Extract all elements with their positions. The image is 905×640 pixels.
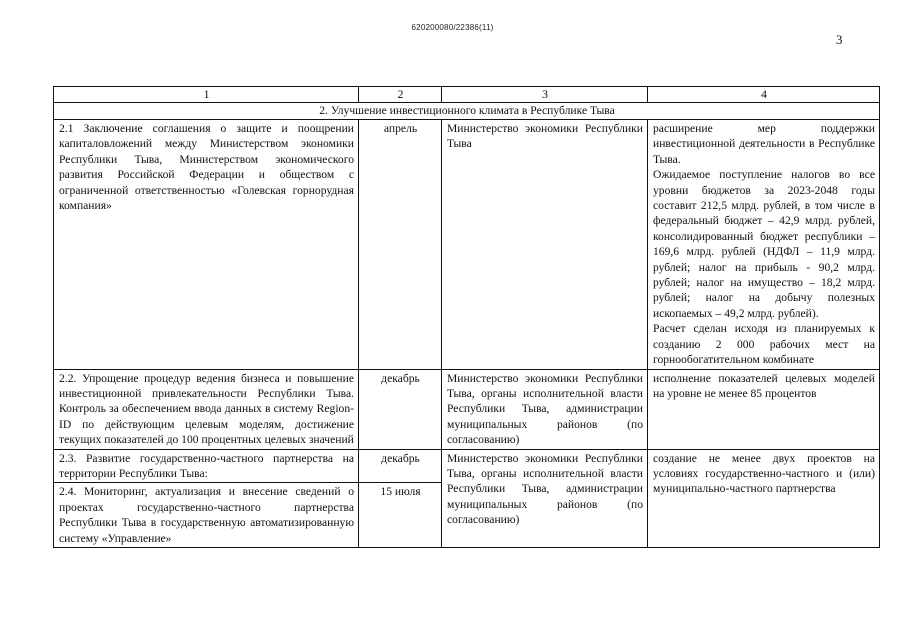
column-header: 1 [54, 87, 359, 103]
column-header-row [54, 87, 880, 103]
deadline-cell: декабрь [359, 369, 442, 449]
measure-cell: 2.1 Заключение соглашения о защите и поощрении капиталовложений между Министерством экономики Республики Тыва, Министерством экономического развития Российской Федерации и обществом с ограниченной ответственностью «Голевская горнорудная компания» [54, 120, 359, 370]
deadline-cell: декабрь [359, 449, 442, 483]
responsible-cell: Министерство экономики Республики Тыва [442, 120, 648, 370]
result-paragraph: расширение мер поддержки инвестиционной деятельности в Республике Тыва. [653, 122, 875, 166]
measure-cell: 2.4. Мониторинг, актуализация и внесение сведений о проектах государственно-частного партнерства Республики Тыва в государственную автоматизированную систему «Управление» [54, 483, 359, 548]
result-paragraph: Ожидаемое поступление налогов во все уровни бюджетов за 2023-2048 годы составит 212,5 млрд. рублей, в том числе в федеральный бюджет – 42,9 млрд. рублей, консолидированный бюджет республики – 169,6 млрд. рублей (НДФЛ – 11,9 млрд. рублей; налог на прибыль - 90,2 млрд. рублей; налог на имущество – 18,2 млрд. рублей; налог на добычу полезных ископаемых – 49,2 млрд. рублей). [653, 168, 875, 320]
measure-cell: 2.3. Развитие государственно-частного партнерства на территории Республики Тыва: [54, 449, 359, 483]
column-header: 4 [648, 87, 880, 103]
deadline-cell: апрель [359, 120, 442, 370]
result-cell: создание не менее двух проектов на условиях государственно-частного и (или) муниципально-частного партнерства [648, 449, 880, 547]
measure-cell: 2.2. Упрощение процедур ведения бизнеса и повышение инвестиционной привлекательности Республики Тыва. Контроль за обеспечением ввода данных в систему Region-ID по действующим целевым моделям, достижение текущих показателей до 100 процентных целевых значений [54, 369, 359, 449]
column-header: 3 [442, 87, 648, 103]
responsible-cell: Министерство экономики Республики Тыва, органы исполнительной власти Республики Тыва, администрации муниципальных районов (по согласованию) [442, 449, 648, 547]
plan-table [53, 86, 880, 548]
section-title: 2. Улучшение инвестиционного климата в Республике Тыва [54, 103, 880, 120]
table-row [54, 120, 880, 370]
result-cell [648, 120, 880, 370]
responsible-cell: Министерство экономики Республики Тыва, органы исполнительной власти Республики Тыва, администрации муниципальных районов (по согласованию) [442, 369, 648, 449]
deadline-cell: 15 июля [359, 483, 442, 548]
page-number: 3 [836, 32, 843, 47]
section-row [54, 103, 880, 120]
result-cell: исполнение показателей целевых моделей на уровне не менее 85 процентов [648, 369, 880, 449]
document-number: 620200080/22386(11) [411, 23, 494, 32]
table-row [54, 369, 880, 449]
column-header: 2 [359, 87, 442, 103]
result-paragraph: Расчет сделан исходя из планируемых к созданию 2 000 рабочих мест на горнообогатительном комбинате [653, 322, 875, 367]
table-row [54, 449, 880, 483]
